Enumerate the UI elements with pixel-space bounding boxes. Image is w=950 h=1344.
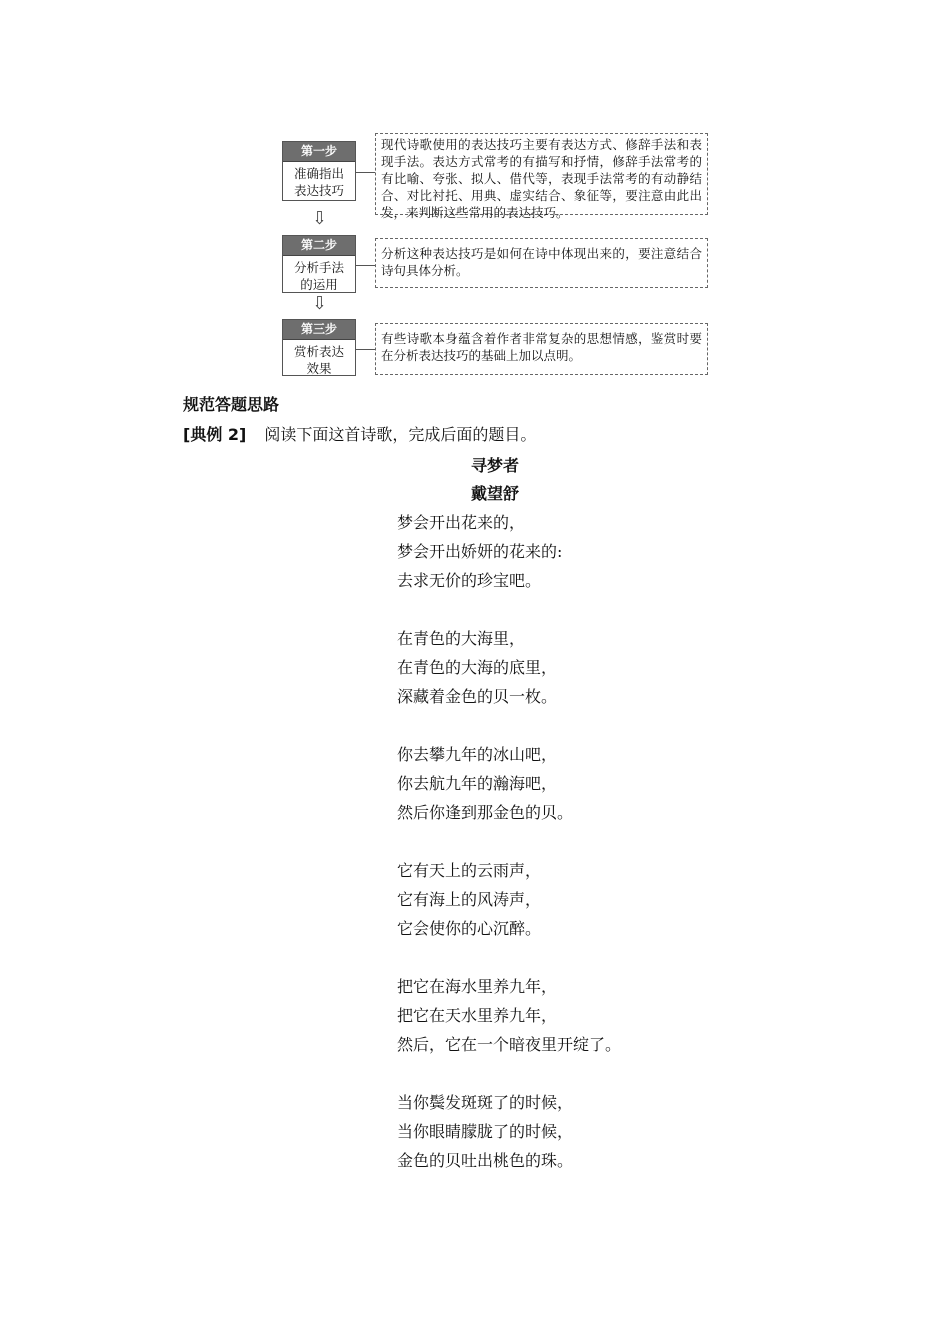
example-instruction: 阅读下面这首诗歌，完成后面的题目。 <box>264 425 537 444</box>
poem-line: 梦会开出娇妍的花来的: <box>397 542 563 561</box>
step-2-body-line: 的运用 <box>300 277 338 292</box>
step-3-body-line: 效果 <box>306 361 332 376</box>
step-1-body-line: 表达技巧 <box>293 183 344 198</box>
poem-line: 它有天上的云雨声， <box>397 861 542 880</box>
poem-author: 戴望舒 <box>470 484 519 503</box>
step-2-connector <box>356 265 375 266</box>
poem-line: 它有海上的风涛声， <box>397 890 542 909</box>
poem-line: 在青色的大海里， <box>397 629 526 648</box>
down-arrow-icon: ⇩ <box>312 293 328 314</box>
example-label: [典例 2] <box>183 425 247 444</box>
step-2-body-line: 分析手法 <box>293 260 344 275</box>
poem-line: 去求无价的珍宝吧。 <box>397 571 542 590</box>
step-3-connector <box>356 349 375 350</box>
poem-line: 当你眼睛朦胧了的时候， <box>397 1122 574 1141</box>
example-instruction-row <box>183 422 536 445</box>
step-3-body-line: 赏析表达 <box>293 344 344 359</box>
step-1-body <box>283 162 355 201</box>
step-2-desc: 分析这种表达技巧是如何在诗中体现出来的，要注意结合诗句具体分析。 <box>375 238 708 288</box>
poem-stanza <box>397 1088 621 1175</box>
poem-line: 梦会开出花来的， <box>397 513 526 532</box>
step-2-head: 第二步 <box>283 236 355 256</box>
section-heading: 规范答题思路 <box>183 395 280 414</box>
step-2-box <box>282 235 356 293</box>
poem-line: 你去攀九年的冰山吧， <box>397 745 558 764</box>
poem-line: 把它在海水里养九年， <box>397 977 558 996</box>
poem-stanza <box>397 740 621 827</box>
step-3-body <box>283 340 355 379</box>
poem-line: 你去航九年的瀚海吧， <box>397 774 558 793</box>
poem-body <box>397 508 621 1204</box>
step-3-box <box>282 319 356 376</box>
step-3-head: 第三步 <box>283 320 355 340</box>
step-1-desc: 现代诗歌使用的表达技巧主要有表达方式、修辞手法和表现手法。表达方式常考的有描写和抒情，修辞手法常考的有比喻、夸张、拟人、借代等，表现手法常考的有动静结合、对比衬托、用典、虚实结合、象征等，要注意由此出发，来判断这些常用的表达技巧。 <box>375 133 708 215</box>
down-arrow-icon: ⇩ <box>312 208 328 229</box>
poem-stanza <box>397 972 621 1059</box>
poem-line: 把它在天水里养九年， <box>397 1006 558 1025</box>
poem-stanza <box>397 624 621 711</box>
poem-line: 然后你逢到那金色的贝。 <box>397 803 574 822</box>
step-1-connector <box>356 172 375 173</box>
step-1-body-line: 准确指出 <box>293 166 344 181</box>
step-1-box <box>282 141 356 201</box>
step-1-head: 第一步 <box>283 142 355 162</box>
poem-line: 当你鬓发斑斑了的时候， <box>397 1093 574 1112</box>
poem-line: 在青色的大海的底里， <box>397 658 558 677</box>
poem-line: 它会使你的心沉醉。 <box>397 919 542 938</box>
poem-stanza <box>397 508 621 595</box>
poem-line: 然后，它在一个暗夜里开绽了。 <box>397 1035 622 1054</box>
poem-title: 寻梦者 <box>470 456 519 475</box>
step-2-body <box>283 256 355 295</box>
poem-stanza <box>397 856 621 943</box>
poem-line: 深藏着金色的贝一枚。 <box>397 687 558 706</box>
step-3-desc: 有些诗歌本身蕴含着作者非常复杂的思想情感，鉴赏时要在分析表达技巧的基础上加以点明。 <box>375 323 708 375</box>
poem-line: 金色的贝吐出桃色的珠。 <box>397 1151 574 1170</box>
